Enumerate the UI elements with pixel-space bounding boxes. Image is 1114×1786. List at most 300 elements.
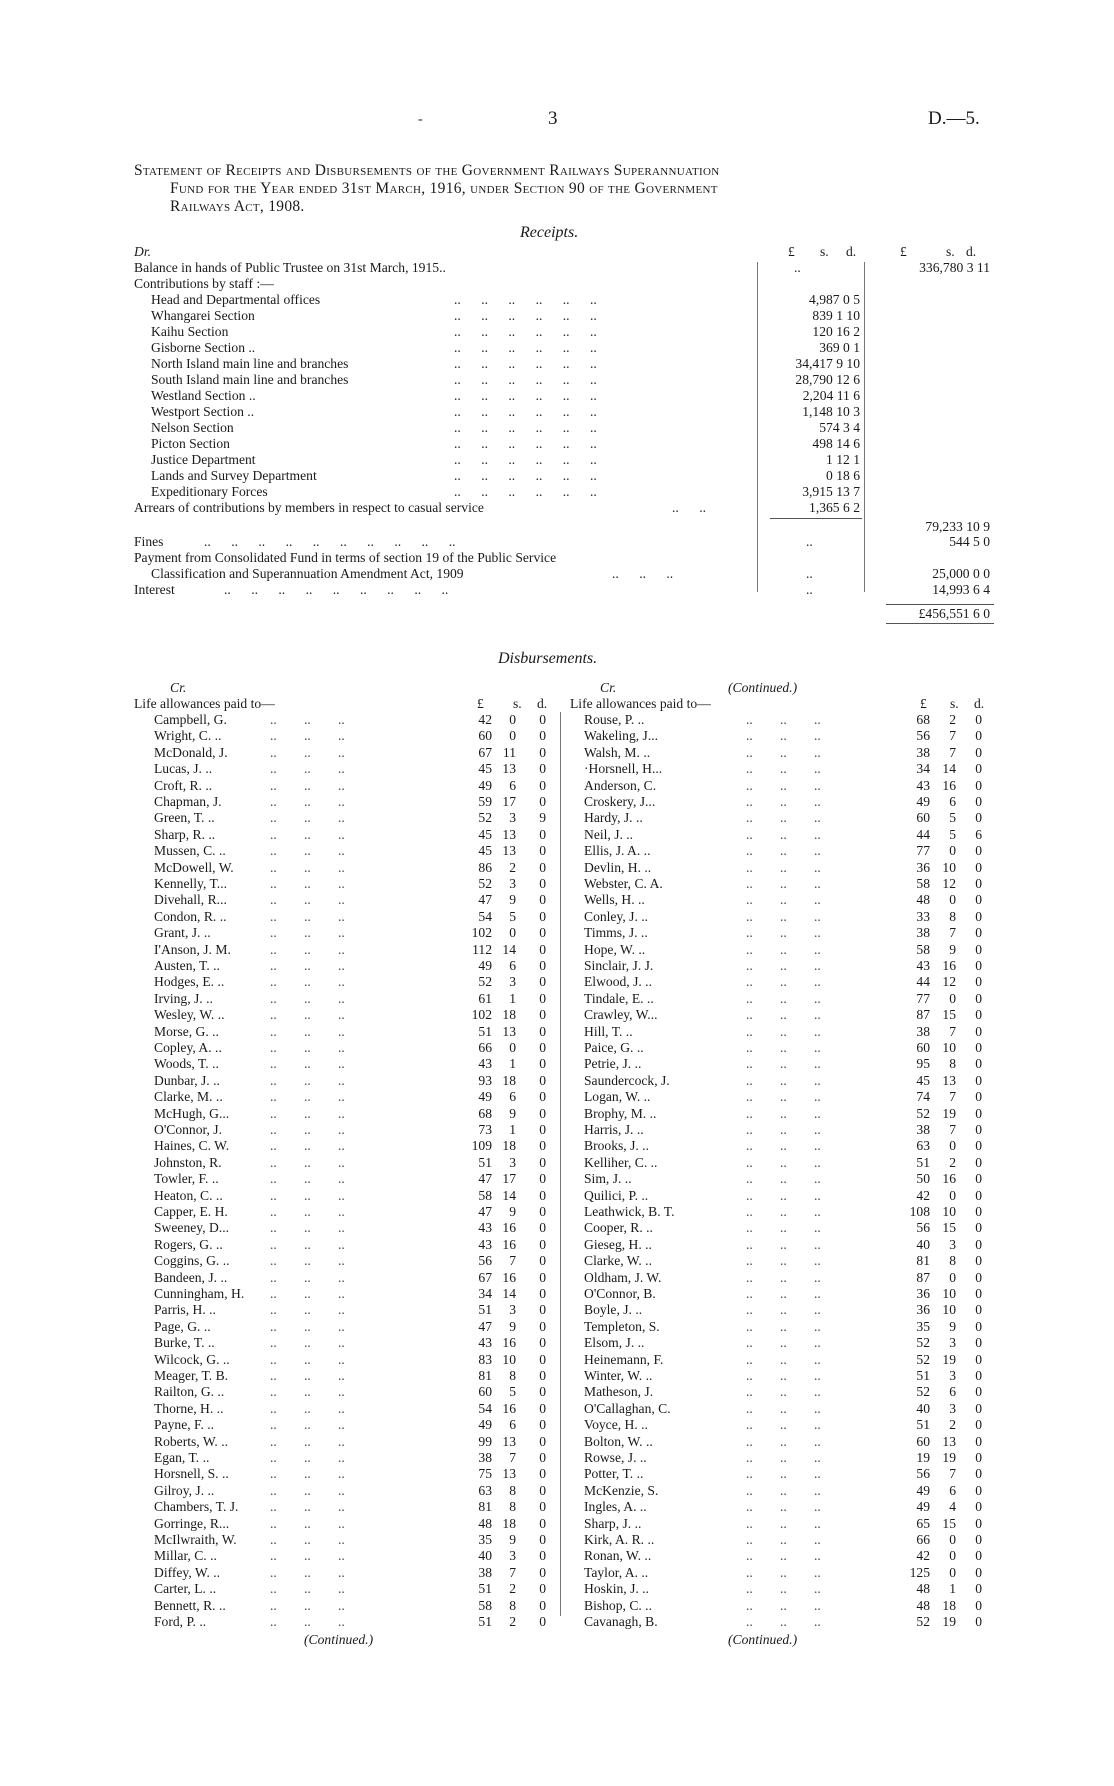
dots: .. .. .. .. .. .. xyxy=(454,356,597,371)
allowance-shillings: 10 xyxy=(502,1351,516,1367)
allowance-pounds: 38 xyxy=(478,1450,492,1465)
allowance-name: Potter, T. .. xyxy=(584,1466,644,1482)
allowance-pounds: 43 xyxy=(478,1220,492,1236)
allowance-pounds: 36 xyxy=(916,859,930,875)
allowance-pence: 0 xyxy=(975,1564,982,1580)
allowance-pounds: 54 xyxy=(478,908,492,924)
dots: .. .. .. .. .. .. xyxy=(454,420,597,435)
allowance-pounds: 52 xyxy=(478,974,492,990)
dots: .. .. .. xyxy=(270,908,345,924)
allowance-shillings: 5 xyxy=(509,1384,516,1400)
allowance-pounds: 49 xyxy=(916,794,930,809)
col-head-pence-left: d. xyxy=(537,696,548,711)
allowance-name: I'Anson, J. M. xyxy=(154,941,231,957)
allowance-pence: 0 xyxy=(539,859,546,875)
allowance-pounds: 38 xyxy=(916,744,930,760)
contribution-row xyxy=(134,420,994,436)
allowance-name: Winter, W. .. xyxy=(584,1368,653,1383)
dots: .. .. .. xyxy=(270,826,345,842)
allowance-shillings: 6 xyxy=(509,1417,516,1433)
allowance-name: O'Connor, J. xyxy=(154,1122,222,1137)
allowance-name: Walsh, M. .. xyxy=(584,744,651,760)
contribution-label: Head and Departmental offices xyxy=(151,292,321,307)
allowance-shillings: 9 xyxy=(509,1532,516,1547)
allowance-pence: 0 xyxy=(975,1335,982,1351)
allowance-pence: 0 xyxy=(539,1318,546,1334)
allowance-pence: 0 xyxy=(975,974,982,990)
allowance-pence: 0 xyxy=(975,1154,982,1170)
continued-heading-right: (Continued.) xyxy=(728,680,798,695)
contribution-label: Whangarei Section xyxy=(151,308,255,323)
allowance-pence: 0 xyxy=(975,1515,982,1531)
allowance-pence: 0 xyxy=(539,1564,546,1580)
allowance-name: Boyle, J. .. xyxy=(584,1302,643,1318)
allowance-name: Logan, W. .. xyxy=(584,1089,651,1105)
contribution-row xyxy=(134,436,994,452)
dots: .. .. .. xyxy=(270,1220,345,1236)
allowance-pounds: 43 xyxy=(478,1236,492,1252)
allowance-shillings: 2 xyxy=(509,859,516,875)
allowance-shillings: 19 xyxy=(942,1614,956,1629)
dots: .. .. .. xyxy=(270,1154,345,1170)
allowance-pence: 0 xyxy=(975,761,982,777)
contribution-amount: 574 3 4 xyxy=(819,420,860,435)
allowance-pounds: 43 xyxy=(916,777,930,793)
receipts-header-row xyxy=(134,244,994,260)
allowance-shillings: 7 xyxy=(949,744,956,760)
allowance-shillings: 0 xyxy=(949,1532,956,1547)
allowance-pence: 0 xyxy=(975,1138,982,1154)
allowance-name: Woods, T. .. xyxy=(154,1056,219,1072)
allowance-name: Austen, T. .. xyxy=(154,958,220,973)
col-head-pounds: £ xyxy=(788,244,795,259)
allowance-name: Gorringe, R... xyxy=(154,1515,230,1531)
allowance-name: Burke, T. .. xyxy=(154,1335,215,1351)
allowance-pounds: 60 xyxy=(478,1384,492,1400)
dots: .. .. .. xyxy=(746,1581,821,1597)
allowance-pounds: 19 xyxy=(916,1450,930,1465)
col-head-pence-right: d. xyxy=(974,696,985,711)
dots: .. .. .. xyxy=(270,1318,345,1334)
document-reference: D.—5. xyxy=(928,108,980,129)
allowance-name: Devlin, H. .. xyxy=(584,859,652,875)
allowance-pounds: 38 xyxy=(916,925,930,941)
allowance-name: Rogers, G. .. xyxy=(154,1236,223,1252)
dots: .. .. .. xyxy=(270,892,345,908)
allowance-name: Hope, W. .. xyxy=(584,941,646,957)
allowance-shillings: 0 xyxy=(949,990,956,1006)
dots: .. .. .. xyxy=(746,1351,821,1367)
allowance-pence: 0 xyxy=(975,794,982,809)
dots: .. .. .. xyxy=(746,974,821,990)
allowance-pounds: 42 xyxy=(916,1187,930,1203)
allowance-shillings: 3 xyxy=(949,1368,956,1383)
allowance-shillings: 13 xyxy=(502,1466,516,1482)
title-line-1: Statement of Receipts and Disbursements of the Government Railways Superannuation xyxy=(134,162,720,179)
dots: .. .. .. xyxy=(270,761,345,777)
allowance-pounds: 49 xyxy=(478,1089,492,1105)
dots: .. .. .. .. .. .. xyxy=(454,452,597,467)
contribution-label: Justice Department xyxy=(151,452,256,467)
allowance-pence: 0 xyxy=(539,876,546,891)
allowance-pounds: 65 xyxy=(916,1515,930,1531)
allowance-shillings: 0 xyxy=(949,1187,956,1203)
allowance-shillings: 5 xyxy=(949,826,956,842)
allowance-shillings: 8 xyxy=(509,1499,516,1515)
allowance-pounds: 40 xyxy=(478,1548,492,1564)
allowance-shillings: 14 xyxy=(502,941,516,957)
dots: .. .. .. .. .. .. xyxy=(454,292,597,307)
allowance-name: Sim, J. .. xyxy=(584,1171,632,1187)
dots: .. .. .. xyxy=(270,859,345,875)
allowance-pence: 0 xyxy=(539,1614,546,1629)
total-rule xyxy=(886,604,994,605)
allowance-shillings: 5 xyxy=(949,810,956,826)
allowance-shillings: 7 xyxy=(949,925,956,941)
contribution-amount: 1,148 10 3 xyxy=(802,404,860,419)
allowance-pence: 0 xyxy=(539,1171,546,1187)
allowance-pence: 0 xyxy=(539,892,546,908)
contribution-row xyxy=(134,308,994,324)
allowance-name: Parris, H. .. xyxy=(154,1302,216,1318)
allowance-pounds: 56 xyxy=(916,1220,930,1236)
allowance-name: Tindale, E. .. xyxy=(584,990,654,1006)
allowance-shillings: 0 xyxy=(949,1269,956,1285)
dots: .. .. .. .. .. .. xyxy=(454,308,597,323)
allowance-shillings: 13 xyxy=(502,1433,516,1449)
allowance-name: McHugh, G... xyxy=(154,1105,230,1121)
dots: .. .. .. xyxy=(270,1204,345,1219)
contribution-label: Gisborne Section .. xyxy=(151,340,256,355)
allowance-pence: 0 xyxy=(539,1351,546,1367)
allowance-name: O'Connor, B. xyxy=(584,1286,656,1301)
allowance-pounds: 43 xyxy=(478,1056,492,1072)
allowance-pence: 0 xyxy=(975,1040,982,1055)
allowance-pounds: 68 xyxy=(478,1105,492,1121)
allowance-name: Oldham, J. W. xyxy=(584,1269,662,1285)
allowance-shillings: 15 xyxy=(942,1220,956,1236)
allowance-pounds: 74 xyxy=(916,1089,930,1105)
dots: .. .. .. xyxy=(746,1138,821,1154)
allowance-pence: 0 xyxy=(539,1138,546,1154)
dots: .. .. .. xyxy=(270,1614,345,1629)
allowance-pounds: 58 xyxy=(916,876,930,891)
dots: .. .. .. xyxy=(270,777,345,793)
allowance-shillings: 3 xyxy=(509,1302,516,1318)
allowance-pence: 0 xyxy=(975,1236,982,1252)
dots: .. .. .. xyxy=(746,1318,821,1334)
allowance-shillings: 1 xyxy=(509,990,516,1006)
allowance-shillings: 9 xyxy=(509,1204,516,1219)
allowance-pounds: 86 xyxy=(478,859,492,875)
allowance-shillings: 9 xyxy=(949,1318,956,1334)
allowance-pounds: 51 xyxy=(916,1368,930,1383)
allowance-pounds: 42 xyxy=(478,712,492,727)
allowance-name: Hodges, E. .. xyxy=(154,974,225,990)
dots: .. .. .. xyxy=(746,1515,821,1531)
allowance-name: Clarke, W. .. xyxy=(584,1253,652,1269)
allowance-pounds: 43 xyxy=(478,1335,492,1351)
dots: .. .. .. xyxy=(270,1286,345,1301)
allowance-pence: 0 xyxy=(539,908,546,924)
allowance-name: Sharp, J. .. xyxy=(584,1515,642,1531)
allowance-name: Johnston, R. xyxy=(154,1154,222,1170)
contrib-heading-row xyxy=(134,276,994,292)
interest-total: 14,993 6 4 xyxy=(932,582,990,597)
allowance-shillings: 16 xyxy=(502,1220,516,1236)
receipt-balance-row xyxy=(134,260,994,276)
payment-label-1: Payment from Consolidated Fund in terms of section 19 of the Public Service xyxy=(134,550,557,565)
allowance-pence: 0 xyxy=(975,728,982,744)
col-head-pounds-right: £ xyxy=(920,696,927,711)
allowance-name: Ronan, W. .. xyxy=(584,1548,652,1564)
allowance-pence: 0 xyxy=(975,1532,982,1547)
column-rule xyxy=(757,262,758,592)
payment-row-1 xyxy=(134,550,994,566)
contribution-row xyxy=(134,372,994,388)
allowance-pence: 0 xyxy=(539,728,546,744)
contribution-amount: 3,915 13 7 xyxy=(802,484,860,499)
dots: .. .. .. xyxy=(270,1040,345,1055)
allowance-pence: 0 xyxy=(975,1384,982,1400)
allowance-pounds: 42 xyxy=(916,1548,930,1564)
allowance-name: Grant, J. .. xyxy=(154,925,211,941)
allowance-pounds: 77 xyxy=(916,990,930,1006)
allowance-shillings: 7 xyxy=(949,1023,956,1039)
dots: .. .. .. xyxy=(746,859,821,875)
allowance-pence: 0 xyxy=(539,974,546,990)
allowance-pounds: 49 xyxy=(478,958,492,973)
allowance-pence: 0 xyxy=(539,1482,546,1498)
allowance-shillings: 18 xyxy=(502,1138,516,1154)
dots: .. .. .. xyxy=(270,990,345,1006)
dots: .. .. .. .. .. .. xyxy=(454,388,597,403)
allowance-pence: 0 xyxy=(975,1253,982,1269)
allowance-shillings: 5 xyxy=(509,908,516,924)
fines-row xyxy=(134,534,994,550)
allowance-pence: 0 xyxy=(975,1007,982,1023)
allowance-pounds: 73 xyxy=(478,1122,492,1137)
allowance-pence: 0 xyxy=(975,1286,982,1301)
allowance-name: Templeton, S. xyxy=(584,1318,660,1334)
allowance-pence: 0 xyxy=(539,1122,546,1137)
contribution-amount: 2,204 11 6 xyxy=(802,388,860,403)
allowance-pence: 0 xyxy=(539,1532,546,1547)
dots: .. .. .. xyxy=(612,566,674,581)
allowance-name: Egan, T. .. xyxy=(154,1450,210,1465)
allowance-name: Coggins, G. .. xyxy=(154,1253,230,1269)
allowance-pence: 0 xyxy=(539,1417,546,1433)
allowance-pounds: 58 xyxy=(478,1597,492,1613)
allowance-shillings: 3 xyxy=(509,876,516,891)
dots: .. .. .. xyxy=(746,990,821,1006)
allowance-pence: 0 xyxy=(975,1581,982,1597)
allowance-name: Kirk, A. R. .. xyxy=(584,1532,655,1547)
allowance-name: Paice, G. .. xyxy=(584,1040,644,1055)
allowance-name: Sweeney, D... xyxy=(154,1220,229,1236)
allowance-pence: 0 xyxy=(539,1597,546,1613)
allowance-name: Lucas, J. .. xyxy=(154,761,213,777)
allowance-pounds: 61 xyxy=(478,990,492,1006)
allowance-name: Dunbar, J. .. xyxy=(154,1072,220,1088)
contribution-row xyxy=(134,404,994,420)
allowance-name: Ingles, A. .. xyxy=(584,1499,647,1515)
allowance-pence: 0 xyxy=(975,859,982,875)
allowance-pounds: 81 xyxy=(478,1368,492,1383)
dots: .. .. .. .. .. .. .. .. .. .. xyxy=(204,534,456,549)
allowance-pounds: 93 xyxy=(478,1072,492,1088)
payment-label-2: Classification and Superannuation Amendment Act, 1909 xyxy=(151,566,464,581)
allowance-shillings: 3 xyxy=(509,1548,516,1564)
allowance-pence: 0 xyxy=(539,1204,546,1219)
allowance-pence: 0 xyxy=(975,908,982,924)
allowance-pounds: 125 xyxy=(909,1564,930,1580)
allowance-name: Diffey, W. .. xyxy=(154,1564,221,1580)
allowance-pence: 0 xyxy=(975,892,982,908)
allowance-name: Elwood, J. .. xyxy=(584,974,652,990)
contribution-amount: 498 14 6 xyxy=(812,436,860,451)
allowance-shillings: 7 xyxy=(949,1122,956,1137)
title-line-2: Fund for the Year ended 31st March, 1916, under Section 90 of the Government xyxy=(170,180,718,197)
allowance-shillings: 2 xyxy=(509,1581,516,1597)
allowance-pounds: 52 xyxy=(478,876,492,891)
allowance-name: Ellis, J. A. .. xyxy=(584,843,651,859)
dots: .. .. .. xyxy=(270,1499,345,1515)
allowance-shillings: 6 xyxy=(949,1482,956,1498)
allowance-name: Wright, C. .. xyxy=(154,728,222,744)
allowance-name: Thorne, H. .. xyxy=(154,1400,224,1416)
allowance-shillings: 7 xyxy=(509,1564,516,1580)
allowance-pounds: 67 xyxy=(478,1269,492,1285)
contribution-amount: 839 1 10 xyxy=(812,308,860,323)
allowance-pounds: 48 xyxy=(478,1515,492,1531)
dots: .. .. .. .. .. .. xyxy=(454,324,597,339)
allowance-shillings: 19 xyxy=(942,1351,956,1367)
allowance-name: Copley, A. .. xyxy=(154,1040,222,1055)
allowance-pence: 0 xyxy=(975,810,982,826)
allowance-pounds: 54 xyxy=(478,1400,492,1416)
allowance-pounds: 51 xyxy=(478,1023,492,1039)
allowance-name: Rouse, P. .. xyxy=(584,712,645,727)
allowance-pounds: 67 xyxy=(478,744,492,760)
allowance-shillings: 16 xyxy=(502,1400,516,1416)
allowance-pence: 0 xyxy=(975,1187,982,1203)
contribution-label: Expeditionary Forces xyxy=(151,484,268,499)
allowance-pence: 0 xyxy=(975,990,982,1006)
allowance-pence: 0 xyxy=(539,1105,546,1121)
dots: .. .. .. xyxy=(270,876,345,891)
allowance-name: Harris, J. .. xyxy=(584,1122,644,1137)
allowance-name: Elsom, J. .. xyxy=(584,1335,645,1351)
allowance-name: Taylor, A. .. xyxy=(584,1564,649,1580)
dots: .. .. .. xyxy=(746,1171,821,1187)
dots: .. .. .. xyxy=(270,1532,345,1547)
dots: .. .. .. xyxy=(746,1187,821,1203)
page-number: 3 xyxy=(548,108,558,129)
allowance-pounds: 87 xyxy=(916,1007,930,1023)
dots: .. .. .. xyxy=(270,843,345,859)
allowance-pence: 0 xyxy=(539,1368,546,1383)
allowance-pounds: 51 xyxy=(478,1302,492,1318)
contribution-label: South Island main line and branches xyxy=(151,372,349,387)
allowance-shillings: 0 xyxy=(949,843,956,859)
interest-row xyxy=(134,582,994,598)
allowance-shillings: 9 xyxy=(509,1105,516,1121)
dots: .. .. .. xyxy=(270,1400,345,1416)
contribution-amount: 1 12 1 xyxy=(826,452,860,467)
allowance-pence: 0 xyxy=(539,761,546,777)
col-head-pounds-total: £ xyxy=(900,244,907,259)
allowance-pence: 0 xyxy=(975,1269,982,1285)
allowance-name: Green, T. .. xyxy=(154,810,215,826)
contribution-amount: 369 0 1 xyxy=(819,340,860,355)
allowance-pence: 0 xyxy=(975,958,982,973)
allowance-pounds: 47 xyxy=(478,1318,492,1334)
allowance-pence: 0 xyxy=(539,1400,546,1416)
column-divider xyxy=(560,712,561,1616)
allowance-pence: 0 xyxy=(975,843,982,859)
allowance-pounds: 66 xyxy=(916,1532,930,1547)
allowance-name: Rowse, J. .. xyxy=(584,1450,647,1465)
dots: .. .. xyxy=(672,500,706,515)
allowance-shillings: 9 xyxy=(509,1318,516,1334)
allowance-pounds: 47 xyxy=(478,1204,492,1219)
dots: .. .. .. xyxy=(270,1433,345,1449)
allowance-name: Condon, R. .. xyxy=(154,908,227,924)
contribution-items xyxy=(134,292,994,500)
allowance-pounds: 48 xyxy=(916,892,930,908)
dots: .. .. .. xyxy=(270,1056,345,1072)
allowance-shillings: 8 xyxy=(949,1056,956,1072)
allowance-pounds: 60 xyxy=(916,810,930,826)
dots: .. .. .. xyxy=(746,1072,821,1088)
allowance-pence: 0 xyxy=(539,1072,546,1088)
allowance-pounds: 45 xyxy=(478,761,492,777)
dots: .. .. .. xyxy=(746,1007,821,1023)
arrears-amount: 1,365 6 2 xyxy=(809,500,860,515)
allowance-pounds: 35 xyxy=(916,1318,930,1334)
allowance-pence: 0 xyxy=(975,1368,982,1383)
allowance-pence: 0 xyxy=(539,1154,546,1170)
allowance-name: Chapman, J. xyxy=(154,794,222,809)
allowance-shillings: 3 xyxy=(949,1236,956,1252)
allowance-shillings: 6 xyxy=(509,1089,516,1105)
dots: .. .. .. xyxy=(270,941,345,957)
allowance-name: Webster, C. A. xyxy=(584,876,663,891)
allowance-name: ·Horsnell, H... xyxy=(584,761,663,777)
allowance-shillings: 0 xyxy=(509,1040,516,1055)
allowance-name: Conley, J. .. xyxy=(584,908,649,924)
dots: .. .. .. xyxy=(270,1007,345,1023)
allowance-name: Gieseg, H. .. xyxy=(584,1236,652,1252)
dots: .. .. .. xyxy=(270,974,345,990)
dots: .. .. .. xyxy=(746,1335,821,1351)
allowance-shillings: 16 xyxy=(942,1171,956,1187)
allowance-pounds: 60 xyxy=(916,1433,930,1449)
allowance-name: Millar, C. .. xyxy=(154,1548,217,1564)
dots: .. .. .. .. .. .. xyxy=(454,372,597,387)
allowance-pence: 0 xyxy=(539,712,546,727)
allowance-pence: 0 xyxy=(539,777,546,793)
allowance-pounds: 52 xyxy=(916,1351,930,1367)
statement-title xyxy=(134,162,994,216)
allowance-pence: 0 xyxy=(975,1351,982,1367)
contribution-label: Kaihu Section xyxy=(151,324,229,339)
allowance-pounds: 36 xyxy=(916,1286,930,1301)
allowance-shillings: 10 xyxy=(942,859,956,875)
allowance-name: McKenzie, S. xyxy=(584,1482,659,1498)
allowance-pence: 0 xyxy=(975,1204,982,1219)
